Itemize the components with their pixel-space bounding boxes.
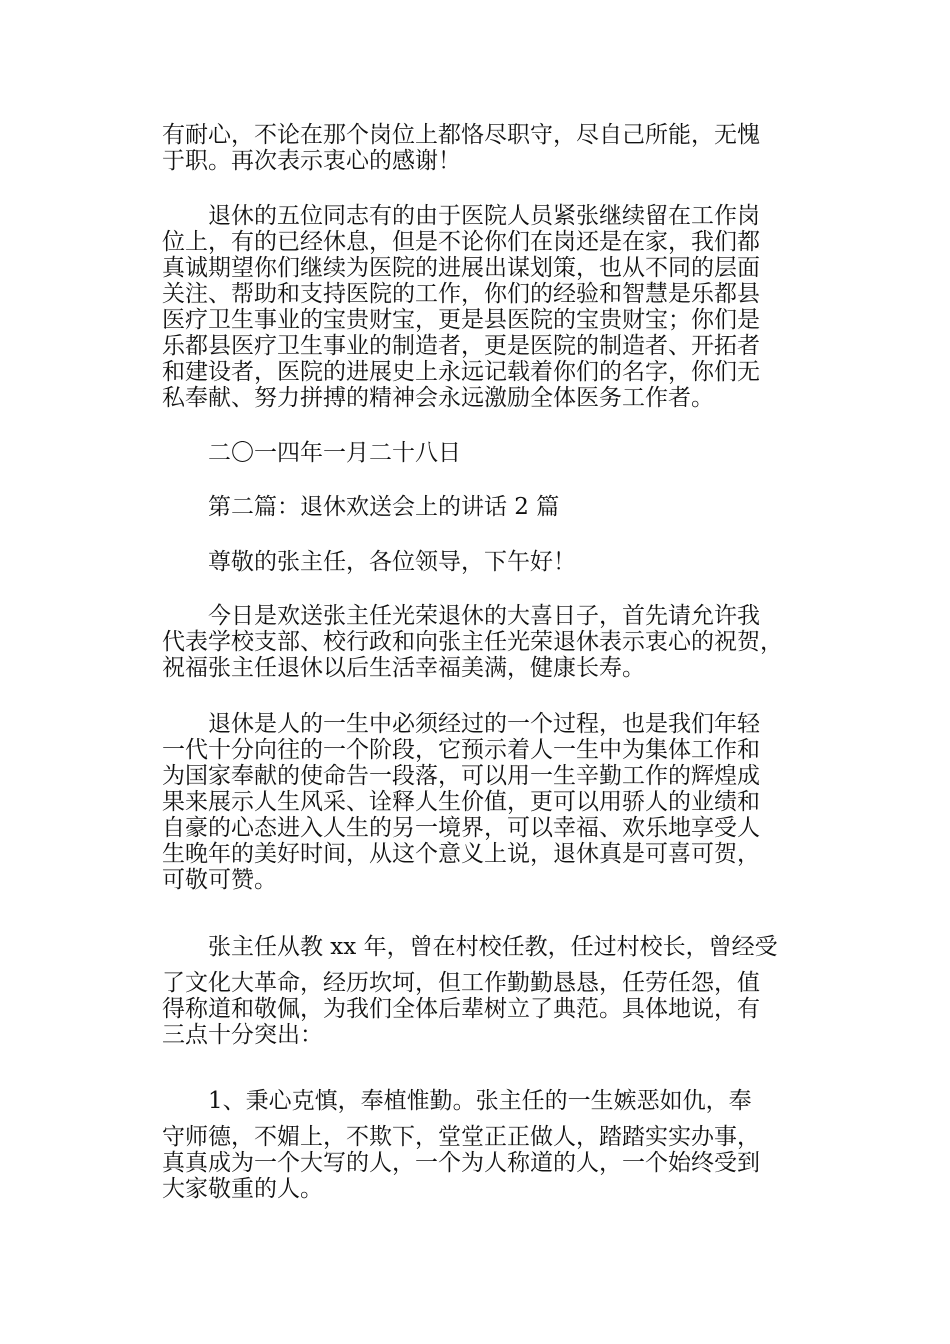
paragraph-line: 代表学校支部、校行政和向张主任光荣退休表示衷心的祝贺， — [162, 629, 783, 655]
paragraph-line: 果来展示人生风采、诠释人生价值，更可以用骄人的业绩和 — [162, 789, 760, 815]
paragraph-line: 三点十分突出： — [162, 1022, 323, 1048]
paragraph-line: 1、秉心克慎，奉植惟勤。张主任的一生嫉恶如仇，奉 — [208, 1088, 752, 1114]
paragraph-line: 私奉献、努力拼搏的精神会永远激励全体医务工作者。 — [162, 385, 714, 411]
paragraph-line: 生晚年的美好时间，从这个意义上说，退休真是可喜可贺， — [162, 841, 760, 867]
paragraph-line: 退休是人的一生中必须经过的一个过程，也是我们年轻 — [208, 711, 760, 737]
date-line: 二〇一四年一月二十八日 — [208, 440, 461, 466]
paragraph-line: 关注、帮助和支持医院的工作，你们的经验和智慧是乐都县 — [162, 281, 760, 307]
paragraph-line: 有耐心，不论在那个岗位上都恪尽职守，尽自己所能，无愧 — [162, 122, 760, 148]
paragraph-line: 为国家奉献的使命告一段落，可以用一生辛勤工作的辉煌成 — [162, 763, 760, 789]
paragraph-line: 位上，有的已经休息，但是不论你们在岗还是在家，我们都 — [162, 229, 760, 255]
paragraph-line: 今日是欢送张主任光荣退休的大喜日子，首先请允许我 — [208, 603, 760, 629]
paragraph-line: 张主任从教 xx 年，曾在村校任教，任过村校长，曾经受 — [208, 934, 778, 960]
paragraph-line: 祝福张主任退休以后生活幸福美满，健康长寿。 — [162, 655, 645, 681]
paragraph-line: 和建设者，医院的进展史上永远记载着你们的名字，你们无 — [162, 359, 760, 385]
paragraph-line: 可敬可赞。 — [162, 867, 277, 893]
paragraph-line: 乐都县医疗卫生事业的制造者，更是医院的制造者、开拓者 — [162, 333, 760, 359]
paragraph-line: 得称道和敬佩，为我们全体后辈树立了典范。具体地说，有 — [162, 996, 760, 1022]
paragraph-line: 大家敬重的人。 — [162, 1176, 323, 1202]
paragraph-line: 医疗卫生事业的宝贵财宝，更是县医院的宝贵财宝；你们是 — [162, 307, 760, 333]
paragraph-line: 于职。再次表示衷心的感谢！ — [162, 148, 461, 174]
paragraph-line: 了文化大革命，经历坎坷，但工作勤勤恳恳，任劳任怨，值 — [162, 970, 760, 996]
greeting-line: 尊敬的张主任，各位领导，下午好！ — [208, 549, 576, 575]
paragraph-line: 一代十分向往的一个阶段，它预示着人一生中为集体工作和 — [162, 737, 760, 763]
paragraph-line: 真真成为一个大写的人，一个为人称道的人，一个始终受到 — [162, 1150, 760, 1176]
paragraph-line: 真诚期望你们继续为医院的进展出谋划策，也从不同的层面 — [162, 255, 760, 281]
section-heading: 第二篇：退休欢送会上的讲话 2 篇 — [208, 494, 560, 520]
paragraph-line: 退休的五位同志有的由于医院人员紧张继续留在工作岗 — [208, 203, 760, 229]
paragraph-line: 守师德，不媚上，不欺下，堂堂正正做人，踏踏实实办事， — [162, 1124, 760, 1150]
paragraph-line: 自豪的心态进入人生的另一境界，可以幸福、欢乐地享受人 — [162, 815, 760, 841]
